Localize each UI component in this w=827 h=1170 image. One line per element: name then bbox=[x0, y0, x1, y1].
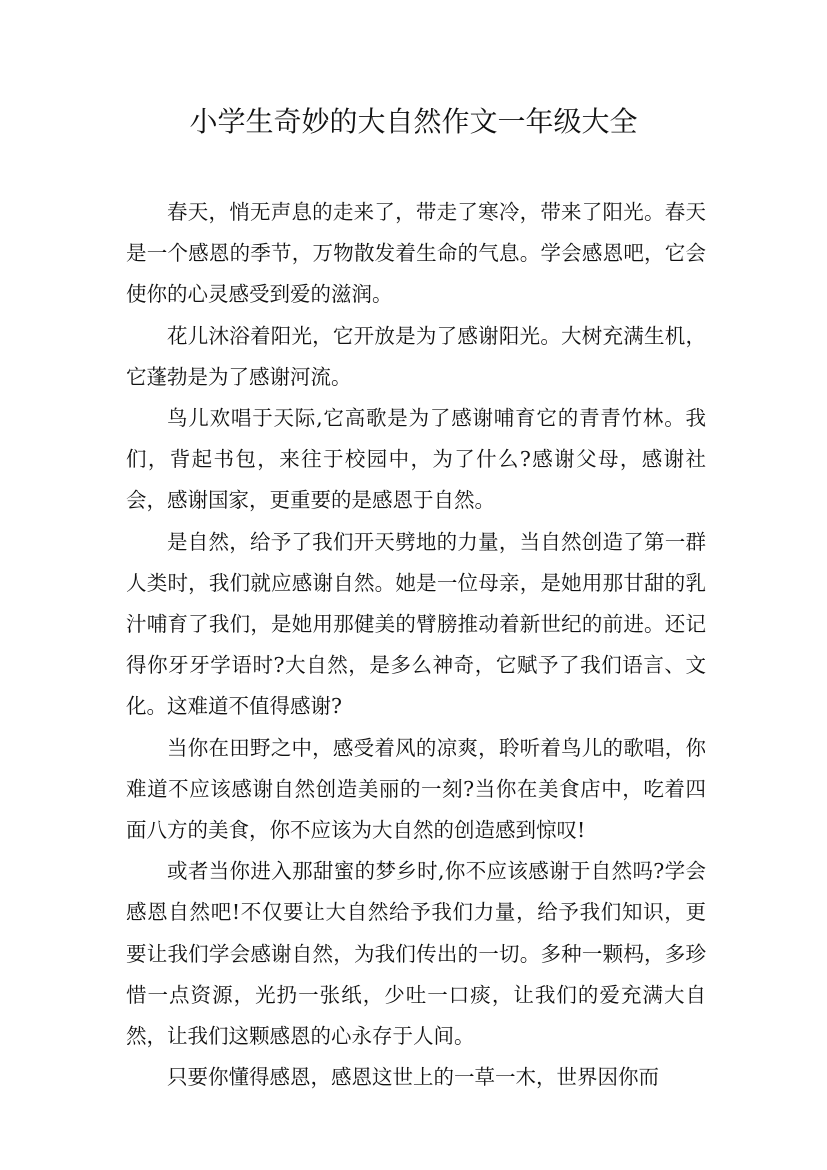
paragraph-2: 花儿沐浴着阳光，它开放是为了感谢阳光。大树充满生机，它蓬勃是为了感谢河流。 bbox=[126, 323, 706, 389]
paragraph-5: 当你在田野之中，感受着风的凉爽，聆听着鸟儿的歌唱，你难道不应该感谢自然创造美丽的一刻?当你在美食店中，吃着四面八方的美食，你不应该为大自然的创造感到惊叹! bbox=[126, 735, 706, 843]
document-title: 小学生奇妙的大自然作文一年级大全 bbox=[189, 105, 638, 138]
paragraph-3: 鸟儿欢唱于天际,它高歌是为了感谢哺育它的青青竹林。我们，背起书包，来往于校园中，为了什么?感谢父母，感谢社会，感谢国家，更重要的是感恩于自然。 bbox=[126, 406, 706, 513]
paragraph-4: 是自然，给予了我们开天劈地的力量，当自然创造了第一群人类时，我们就应感谢自然。她是一位母亲，是她用那甘甜的乳汁哺育了我们，是她用那健美的臂膀推动着新世纪的前进。还记得你牙牙学语时?大自然，是多么神奇，它赋予了我们语言、文化。这难道不值得感谢? bbox=[126, 529, 706, 719]
document-body bbox=[126, 192, 706, 1098]
paragraph-6: 或者当你进入那甜蜜的梦乡时,你不应该感谢于自然吗?学会感恩自然吧!不仅要让大自然给予我们力量，给予我们知识，更要让我们学会感谢自然，为我们传出的一切。多种一颗杩，多珍惜一点资源，光扔一张纸，少吐一口痰，让我们的爱充满大自然，让我们这颗感恩的心永存于人间。 bbox=[126, 859, 706, 1049]
paragraph-7: 只要你懂得感恩，感恩这世上的一草一木，世界因你而 bbox=[167, 1065, 659, 1090]
paragraph-1: 春天，悄无声息的走来了，带走了寒冷，带来了阳光。春天是一个感恩的季节，万物散发着生命的气息。学会感恩吧，它会使你的心灵感受到爱的滋润。 bbox=[126, 200, 706, 307]
